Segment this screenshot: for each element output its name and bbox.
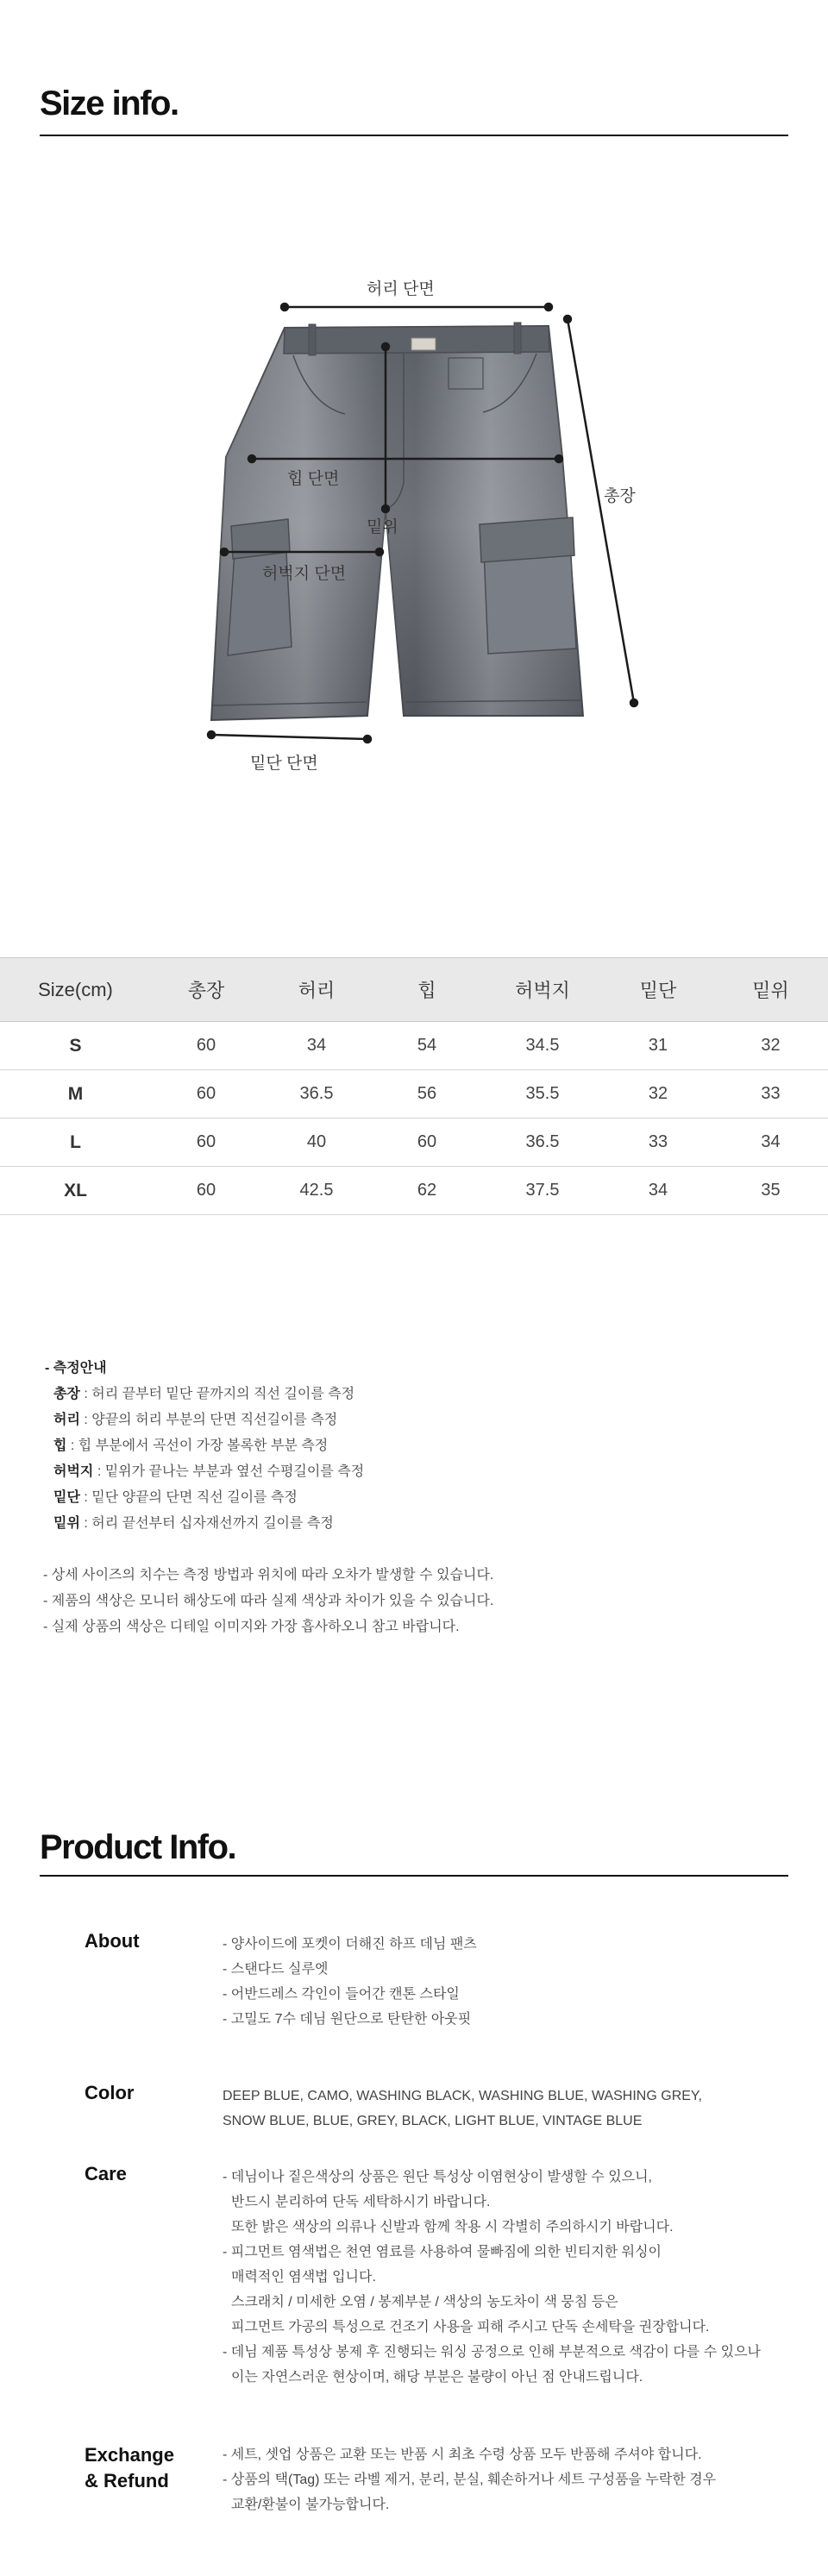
exchange-label-line: & Refund (85, 2470, 169, 2491)
size-cell: XL (0, 1167, 151, 1215)
guide-desc: : 허리 끝선부터 십자재선까지 길이를 측정 (79, 1516, 334, 1531)
exchange-label (85, 2442, 174, 2494)
table-cell: 60 (151, 1167, 261, 1215)
product-info-divider (40, 1875, 788, 1877)
guide-item (45, 1485, 364, 1511)
size-info-divider (40, 135, 788, 136)
info-line: 피그먼트 가공의 특성으로 건조기 사용을 피해 주시고 단독 손세탁을 권장합니다. (231, 2320, 710, 2335)
about-lines (223, 1932, 477, 2032)
header-length: 총장 (151, 958, 261, 1022)
measure-guide (45, 1356, 364, 1537)
table-row (0, 1119, 828, 1167)
table-cell: 62 (372, 1167, 482, 1215)
guide-term: 밑단 (53, 1490, 80, 1505)
color-label: Color (85, 2082, 135, 2103)
guide-term: 밑위 (53, 1516, 80, 1531)
info-line: SNOW BLUE, BLUE, GREY, BLACK, LIGHT BLUE, VINTAGE BLUE (223, 2114, 643, 2128)
guide-item (45, 1511, 364, 1537)
table-row (0, 1167, 828, 1215)
care-label: Care (85, 2163, 127, 2184)
guide-desc: : 양끝의 허리 부분의 단면 직선길이를 측정 (79, 1413, 338, 1427)
info-line: 또한 밝은 색상의 의류나 신발과 함께 착용 시 각별히 주의하시기 바랍니다. (231, 2220, 674, 2234)
measure-guide-heading: - 측정안내 (45, 1361, 107, 1376)
guide-desc: : 힙 부분에서 곡선이 가장 볼록한 부분 측정 (66, 1438, 329, 1453)
info-line: - 상품의 택(Tag) 또는 라벨 제거, 분리, 분실, 훼손하거나 세트 구성품을 누락한 경우 (223, 2473, 717, 2487)
table-cell: 34 (603, 1167, 713, 1215)
product-info-title: Product Info. (40, 1828, 236, 1866)
table-cell: 36.5 (261, 1070, 372, 1119)
size-table-header-row (0, 958, 828, 1022)
guide-desc: : 허리 끝부터 밑단 끝까지의 직선 길이를 측정 (79, 1387, 355, 1401)
table-cell: 60 (151, 1070, 261, 1119)
table-row (0, 1070, 828, 1119)
size-notes (43, 1563, 493, 1640)
size-table (0, 957, 828, 1215)
table-cell: 54 (372, 1022, 482, 1070)
info-line: - 고밀도 7수 데님 원단으로 탄탄한 아웃핏 (223, 2012, 472, 2027)
info-line: 매력적인 염색법 입니다. (231, 2270, 376, 2285)
table-cell: 42.5 (261, 1167, 372, 1215)
table-cell: 33 (603, 1119, 713, 1167)
table-cell: 37.5 (482, 1167, 603, 1215)
exchange-label-line: Exchange (85, 2444, 174, 2466)
info-line: - 세트, 셋업 상품은 교환 또는 반품 시 최초 수령 상품 모두 반품해 주셔야 합니다. (223, 2448, 702, 2462)
care-lines (223, 2165, 761, 2390)
info-line: - 스탠다드 실루엣 (223, 1962, 329, 1977)
table-row (0, 1022, 828, 1070)
table-cell: 34.5 (482, 1022, 603, 1070)
guide-term: 허벅지 (53, 1464, 94, 1479)
shorts-illustration (0, 250, 828, 802)
hem-label: 밑단 단면 (250, 755, 318, 773)
guide-item (45, 1382, 364, 1407)
info-line: 스크래치 / 미세한 오염 / 봉제부분 / 색상의 농도차이 색 뭉침 등은 (231, 2295, 618, 2310)
table-cell: 40 (261, 1119, 372, 1167)
info-line: - 피그먼트 염색법은 천연 염료를 사용하여 물빠짐에 의한 빈티지한 워싱이 (223, 2245, 662, 2259)
info-line: - 데님 제품 특성상 봉제 후 진행되는 워싱 공정으로 인해 부분적으로 색감이 다를 수 있으나 (223, 2345, 761, 2360)
note-line: - 제품의 색상은 모니터 해상도에 따라 실제 색상과 차이가 있을 수 있습니다. (43, 1594, 494, 1608)
table-cell: 32 (713, 1022, 828, 1070)
table-cell: 60 (372, 1119, 482, 1167)
length-label: 총장 (604, 487, 636, 505)
hip-label: 힙 단면 (287, 470, 340, 488)
table-cell: 56 (372, 1070, 482, 1119)
note-line: - 상세 사이즈의 치수는 측정 방법과 위치에 따라 오차가 발생할 수 있습니다. (43, 1568, 494, 1583)
table-cell: 32 (603, 1070, 713, 1119)
info-line: - 데님이나 짙은색상의 상품은 원단 특성상 이염현상이 발생할 수 있으니, (223, 2170, 653, 2184)
table-cell: 60 (151, 1022, 261, 1070)
exchange-lines (223, 2442, 716, 2517)
guide-term: 힙 (53, 1438, 67, 1453)
table-cell: 33 (713, 1070, 828, 1119)
header-hem: 밑단 (603, 958, 713, 1022)
rise-label: 밑위 (367, 518, 398, 536)
info-line: 이는 자연스러운 현상이며, 해당 부분은 불량이 아닌 점 안내드립니다. (231, 2370, 643, 2385)
info-line: 반드시 분리하여 단독 세탁하시기 바랍니다. (231, 2195, 491, 2209)
info-line: - 어반드레스 각인이 들어간 캔톤 스타일 (223, 1987, 460, 2002)
table-cell: 36.5 (482, 1119, 603, 1167)
header-rise: 밑위 (713, 958, 828, 1022)
guide-desc: : 밑위가 끝나는 부분과 옆선 수평길이를 측정 (93, 1464, 365, 1479)
guide-desc: : 밑단 양끝의 단면 직선 길이를 측정 (79, 1490, 298, 1505)
table-cell: 34 (261, 1022, 372, 1070)
table-cell: 34 (713, 1119, 828, 1167)
note-line: - 실제 상품의 색상은 디테일 이미지와 가장 흡사하오니 참고 바랍니다. (43, 1620, 460, 1634)
about-label: About (85, 1930, 140, 1952)
info-line: 교환/환불이 불가능합니다. (231, 2498, 390, 2512)
waist-label: 허리 단면 (367, 280, 435, 298)
color-lines (223, 2084, 702, 2134)
guide-term: 허리 (53, 1413, 80, 1427)
size-cell: S (0, 1022, 151, 1070)
guide-item (45, 1407, 364, 1433)
table-cell: 35.5 (482, 1070, 603, 1119)
header-hip: 힙 (372, 958, 482, 1022)
info-line: DEEP BLUE, CAMO, WASHING BLACK, WASHING BLUE, WASHING GREY, (223, 2089, 702, 2103)
info-line: - 양사이드에 포켓이 더해진 하프 데님 팬츠 (223, 1937, 477, 1952)
guide-item (45, 1459, 364, 1485)
header-waist: 허리 (261, 958, 372, 1022)
table-cell: 35 (713, 1167, 828, 1215)
thigh-label: 허벅지 단면 (262, 565, 347, 583)
guide-item (45, 1433, 364, 1459)
shorts-measurement-diagram (0, 250, 828, 802)
guide-term: 총장 (53, 1387, 80, 1401)
size-cell: M (0, 1070, 151, 1119)
table-cell: 60 (151, 1119, 261, 1167)
header-size: Size(cm) (0, 958, 151, 1022)
table-cell: 31 (603, 1022, 713, 1070)
size-info-title: Size info. (40, 85, 179, 122)
header-thigh: 허벅지 (482, 958, 603, 1022)
size-cell: L (0, 1119, 151, 1167)
